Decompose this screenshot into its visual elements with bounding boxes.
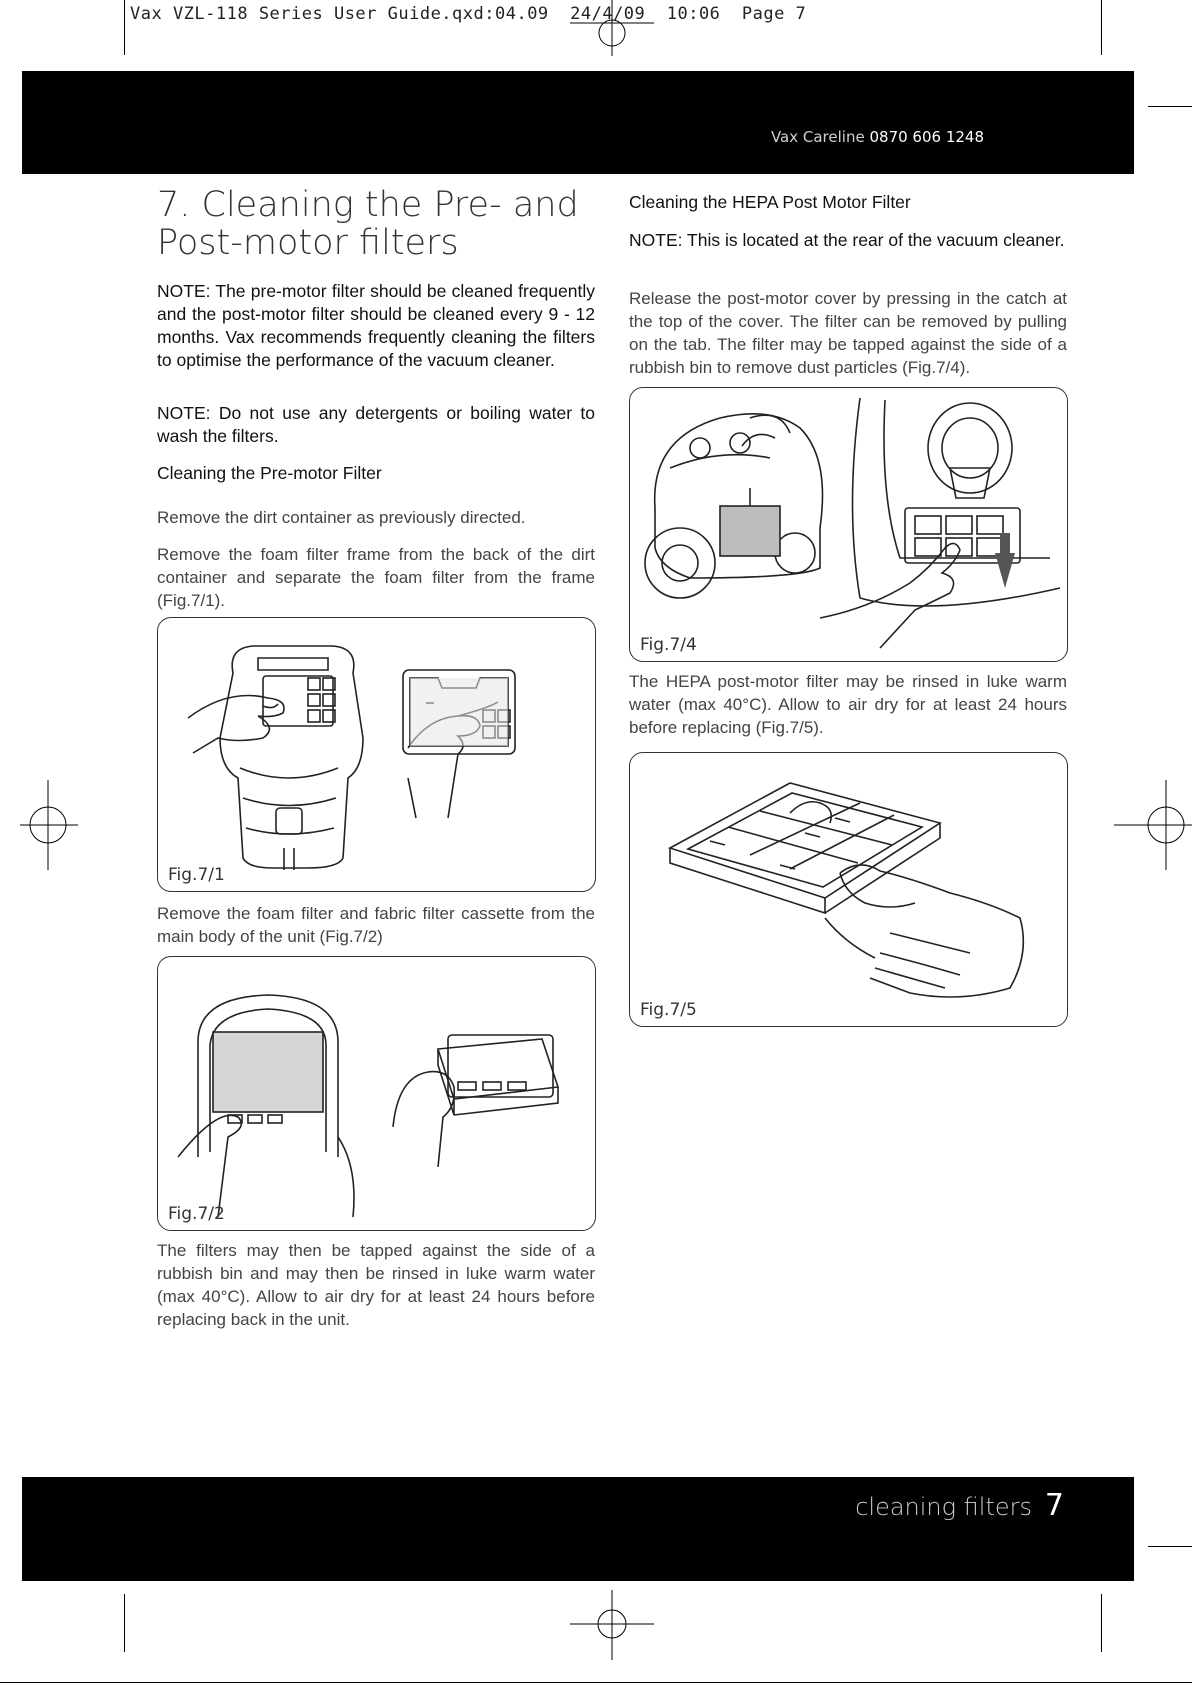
subhead-hepa-filter: Cleaning the HEPA Post Motor Filter: [629, 192, 911, 212]
note-no-detergents: NOTE: Do not use any detergents or boiling water to wash the filters.: [157, 403, 595, 446]
crop-mark: [0, 1682, 1192, 1683]
careline: [771, 128, 984, 146]
crop-mark: [1148, 106, 1192, 107]
note-premotor-frequency: NOTE: The pre-motor filter should be cleaned frequently and the post-motor filter should be cleaned every 9 - 12 months. Vax recommends frequently cleaning the filters to optimise the performance of the vacuum cleaner.: [157, 281, 595, 370]
illustration-foam-filter-frame: [158, 618, 595, 891]
header-band: [22, 71, 1134, 174]
figure-7-2-label: Fig.7/2: [168, 1204, 225, 1224]
crop-mark: [1148, 1546, 1192, 1547]
figure-7-4-label: Fig.7/4: [640, 635, 697, 655]
note-hepa-location: NOTE: This is located at the rear of the vacuum cleaner.: [629, 230, 1065, 250]
figure-7-5: [629, 752, 1068, 1027]
careline-label: Vax Careline: [770, 128, 865, 146]
figure-7-2: [157, 956, 596, 1231]
print-slug: Vax VZL-118 Series User Guide.qxd:04.09 24/4/09 10:06 Page 7: [130, 4, 807, 24]
crop-mark: [1101, 1594, 1102, 1652]
figure-7-5-label: Fig.7/5: [640, 1000, 697, 1020]
registration-mark-left: [0, 780, 80, 870]
figure-7-1-label: Fig.7/1: [168, 865, 225, 885]
page-title: [157, 186, 595, 262]
paragraph-rinse-hepa: The HEPA post-motor filter may be rinsed in luke warm water (max 40°C). Allow to air dry for at least 24 hours before replacing (Fig.7/5).: [629, 672, 1067, 737]
registration-mark-right: [1112, 780, 1192, 870]
figure-7-4: [629, 387, 1068, 662]
crop-mark: [1101, 0, 1102, 55]
paragraph-tap-and-rinse: The filters may then be tapped against the side of a rubbish bin and may then be rinsed in luke warm water (max 40°C). Allow to air dry for at least 24 hours before replacing back in the unit.: [157, 1241, 595, 1329]
page-number: 7: [1044, 1488, 1064, 1523]
page-title-line2: Post-motor filters: [157, 223, 459, 263]
paragraph-release-cover: Release the post-motor cover by pressing in the catch at the top of the cover. The filter can be removed by pulling on the tab. The filter may be tapped against the side of a rubbish bin to remove dust particles (Fig.7/4).: [629, 289, 1067, 377]
crop-mark: [124, 0, 125, 55]
paragraph-remove-container: Remove the dirt container as previously directed.: [157, 508, 526, 527]
crop-mark: [124, 1594, 125, 1652]
illustration-hepa-filter-hand: [630, 753, 1067, 1026]
illustration-filter-cassette: [158, 957, 595, 1230]
subhead-premotor-filter: Cleaning the Pre-motor Filter: [157, 463, 382, 483]
page-title-line1: 7. Cleaning the Pre- and: [157, 185, 579, 225]
careline-number: 0870 606 1248: [869, 128, 984, 146]
figure-7-1: [157, 617, 596, 892]
paragraph-remove-cassette: Remove the foam filter and fabric filter cassette from the main body of the unit (Fig.7/2): [157, 904, 595, 946]
paragraph-remove-foam-frame: Remove the foam filter frame from the back of the dirt container and separate the foam filter from the frame (Fig.7/1).: [157, 545, 595, 610]
footer-section-label: cleaning filters: [855, 1493, 1032, 1521]
registration-mark-bottom: [560, 1590, 664, 1660]
registration-mark-top: [560, 0, 664, 56]
illustration-post-motor-cover: [630, 388, 1067, 661]
